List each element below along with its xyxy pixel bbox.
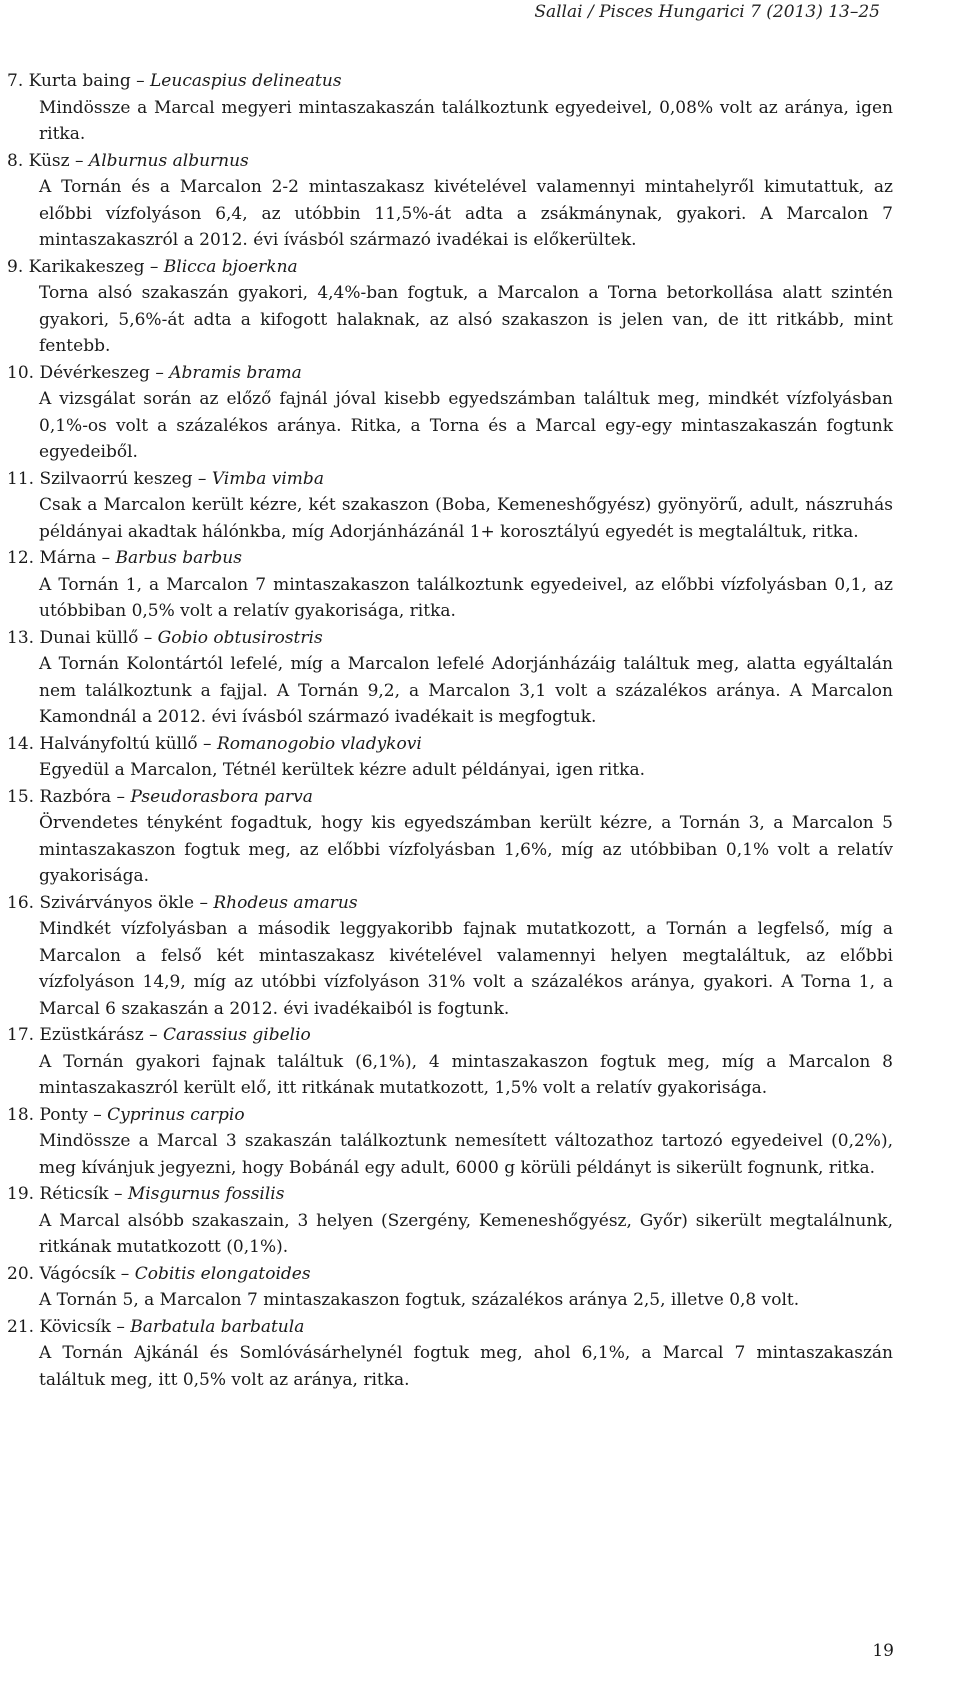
species-common-name: Réticsík xyxy=(39,1184,109,1204)
species-heading: 16. Szivárványos ökle – Rhodeus amarus xyxy=(7,892,358,913)
species-heading: 8. Küsz – Alburnus alburnus xyxy=(7,150,249,171)
species-common-name: Ponty xyxy=(39,1104,88,1125)
species-number: 19. xyxy=(7,1184,35,1204)
species-entry xyxy=(7,1314,893,1394)
species-description: Egyedül a Marcalon, Tétnél kerültek kézre adult példányai, igen ritka. xyxy=(39,760,645,780)
species-number: 13. xyxy=(7,627,35,648)
species-description: A Tornán 5, a Marcalon 7 mintaszakaszon fogtuk, százalékos aránya 2,5, illetve 0,8 volt. xyxy=(39,1290,800,1310)
species-description: Örvendetes tényként fogadtuk, hogy kis egyedszámban került kézre, a Tornán 3, a Marcalon 5 mintaszakaszon fogtuk meg, az előbbi vízfolyásban 1,6%, míg az utóbbiban 0,1% volt a relatív gyakorisága. xyxy=(39,813,893,886)
species-number: 7. xyxy=(7,71,24,91)
species-entry xyxy=(7,545,893,625)
species-entry xyxy=(7,784,893,890)
species-latin-name: Barbus barbus xyxy=(115,548,242,568)
species-description: A vizsgálat során az előző fajnál jóval kisebb egyedszámban találtuk meg, mindkét vízfolyásban 0,1%-os volt a százalékos aránya. Ritka, a Torna és a Marcal egy-egy mintaszakaszán fogtunk egyedeiből. xyxy=(39,389,893,462)
running-header: Sallai / Pisces Hungarici 7 (2013) 13–25 xyxy=(534,2,880,22)
species-number: 14. xyxy=(7,733,35,754)
species-heading: 17. Ezüstkárász – Carassius gibelio xyxy=(7,1025,311,1045)
species-description: Mindkét vízfolyásban a második leggyakoribb fajnak mutatkozott, a Tornán a legfelső, míg a Marcalon a felső két mintaszakasz kivételével valamennyi helyen megtaláltuk, az előbbi vízfolyáson 14,9, míg az utóbbi vízfolyáson 31% volt a százalékos aránya, gyakori. A Torna 1, a Marcal 6 szakaszán a 2012. évi ivadékaiból is fogtunk. xyxy=(39,919,893,1019)
species-entry xyxy=(7,466,893,546)
species-description: Csak a Marcalon került kézre, két szakaszon (Boba, Kemeneshőgyész) gyönyörű, adult, nászruhás példányai akadtak hálónkba, míg Adorjánházánál 1+ korosztályú egyedét is megtaláltuk, ritka. xyxy=(39,495,893,542)
species-entry xyxy=(7,731,893,784)
species-number: 11. xyxy=(7,468,35,489)
species-latin-name: Romanogobio vladykovi xyxy=(216,733,422,754)
species-common-name: Kurta baing xyxy=(28,71,131,91)
species-latin-name: Pseudorasbora parva xyxy=(130,786,313,807)
species-common-name: Kövicsík xyxy=(39,1316,111,1337)
species-description: Torna alsó szakaszán gyakori, 4,4%-ban fogtuk, a Marcalon a Torna betorkollása alatt szintén gyakori, 5,6%-át adta a kifogott halaknak, az alsó szakaszon is jelen van, de itt ritkább, mint fentebb. xyxy=(39,283,893,356)
species-entry xyxy=(7,1022,893,1102)
species-latin-name: Leucaspius delineatus xyxy=(150,71,342,91)
species-heading: 7. Kurta baing – Leucaspius delineatus xyxy=(7,71,342,91)
species-number: 16. xyxy=(7,892,35,913)
species-heading: 13. Dunai küllő – Gobio obtusirostris xyxy=(7,627,323,648)
species-latin-name: Abramis brama xyxy=(169,362,302,383)
species-description: Mindössze a Marcal megyeri mintaszakaszán találkoztunk egyedeivel, 0,08% volt az aránya, igen ritka. xyxy=(39,97,893,144)
species-heading: 9. Karikakeszeg – Blicca bjoerkna xyxy=(7,256,298,277)
species-common-name: Dunai küllő xyxy=(39,627,139,648)
species-common-name: Szilvaorrú keszeg xyxy=(39,468,193,489)
species-heading: 20. Vágócsík – Cobitis elongatoides xyxy=(7,1263,311,1284)
species-number: 20. xyxy=(7,1263,35,1284)
species-latin-name: Blicca bjoerkna xyxy=(163,256,298,277)
species-heading: 19. Réticsík – Misgurnus fossilis xyxy=(7,1184,285,1204)
species-entry xyxy=(7,254,893,360)
species-common-name: Küsz xyxy=(28,150,70,171)
species-latin-name: Carassius gibelio xyxy=(163,1025,311,1045)
species-latin-name: Vimba vimba xyxy=(211,468,324,489)
species-latin-name: Barbatula barbatula xyxy=(130,1316,305,1337)
species-entry xyxy=(7,890,893,1023)
species-entry xyxy=(7,148,893,254)
species-description: A Tornán 1, a Marcalon 7 mintaszakaszon találkoztunk egyedeivel, az előbbi vízfolyásban 0,1, az utóbbiban 0,5% volt a relatív gyakorisága, ritka. xyxy=(39,574,893,621)
species-number: 8. xyxy=(7,150,24,171)
species-heading: 21. Kövicsík – Barbatula barbatula xyxy=(7,1316,305,1337)
species-description: A Tornán Ajkánál és Somlóvásárhelynél fogtuk meg, ahol 6,1%, a Marcal 7 mintaszakaszán találtuk meg, itt 0,5% volt az aránya, ritka. xyxy=(39,1343,893,1390)
species-entry xyxy=(7,1102,893,1182)
species-entry xyxy=(7,360,893,466)
species-description: A Tornán és a Marcalon 2-2 mintaszakasz kivételével valamennyi mintahelyről kimutattuk, az előbbi vízfolyáson 6,4, az utóbbin 11,5%-át adta a zsákmánynak, gyakori. A Marcalon 7 mintaszakaszról a 2012. évi ívásból származó ivadékai is előkerültek. xyxy=(39,177,893,250)
species-number: 10. xyxy=(7,362,35,383)
species-description: A Marcal alsóbb szakaszain, 3 helyen (Szergény, Kemeneshőgyész, Győr) sikerült megtalálnunk, ritkának mutatkozott (0,1%). xyxy=(39,1210,893,1257)
species-common-name: Halványfoltú küllő xyxy=(39,733,198,754)
species-heading: 18. Ponty – Cyprinus carpio xyxy=(7,1104,245,1125)
species-entry xyxy=(7,1181,893,1261)
species-heading: 10. Dévérkeszeg – Abramis brama xyxy=(7,362,302,383)
species-number: 17. xyxy=(7,1025,35,1045)
species-common-name: Szivárványos ökle xyxy=(39,892,195,913)
species-entry xyxy=(7,1261,893,1314)
species-entry xyxy=(7,625,893,731)
species-latin-name: Cobitis elongatoides xyxy=(134,1263,311,1284)
species-description: A Tornán gyakori fajnak találtuk (6,1%), 4 mintaszakaszon fogtuk meg, míg a Marcalon 8 mintaszakaszról került elő, itt ritkának mutatkozott, 1,5% volt a relatív gyakorisága. xyxy=(39,1051,893,1098)
species-number: 12. xyxy=(7,548,35,568)
species-latin-name: Rhodeus amarus xyxy=(213,892,358,913)
species-list xyxy=(7,68,893,1393)
species-common-name: Karikakeszeg xyxy=(28,256,145,277)
page-number: 19 xyxy=(872,1641,894,1661)
species-description: A Tornán Kolontártól lefelé, míg a Marcalon lefelé Adorjánházáig találtuk meg, alatta egyáltalán nem találkoztunk a fajjal. A Tornán 9,2, a Marcalon 3,1 volt a százalékos aránya. A Marcalon Kamondnál a 2012. évi ívásból származó ivadékait is megfogtuk. xyxy=(39,654,893,727)
species-common-name: Razbóra xyxy=(39,786,112,807)
species-common-name: Vágócsík xyxy=(39,1263,116,1284)
species-heading: 12. Márna – Barbus barbus xyxy=(7,548,242,568)
species-entry xyxy=(7,68,893,148)
species-latin-name: Cyprinus carpio xyxy=(107,1104,245,1125)
species-heading: 11. Szilvaorrú keszeg – Vimba vimba xyxy=(7,468,324,489)
species-number: 18. xyxy=(7,1104,35,1125)
species-latin-name: Gobio obtusirostris xyxy=(157,627,323,648)
species-latin-name: Misgurnus fossilis xyxy=(127,1184,285,1204)
species-number: 9. xyxy=(7,256,24,277)
species-common-name: Ezüstkárász xyxy=(39,1025,144,1045)
species-heading: 14. Halványfoltú küllő – Romanogobio vladykovi xyxy=(7,733,422,754)
species-description: Mindössze a Marcal 3 szakaszán találkoztunk nemesített változathoz tartozó egyedeivel (0,2%), meg kívánjuk jegyezni, hogy Bobánál egy adult, 6000 g körüli példányt is sikerült fognunk, ritka. xyxy=(39,1131,893,1178)
species-common-name: Dévérkeszeg xyxy=(39,362,150,383)
species-common-name: Márna xyxy=(39,548,97,568)
species-number: 15. xyxy=(7,786,35,807)
species-latin-name: Alburnus alburnus xyxy=(88,150,249,171)
species-number: 21. xyxy=(7,1316,35,1337)
species-heading: 15. Razbóra – Pseudorasbora parva xyxy=(7,786,313,807)
